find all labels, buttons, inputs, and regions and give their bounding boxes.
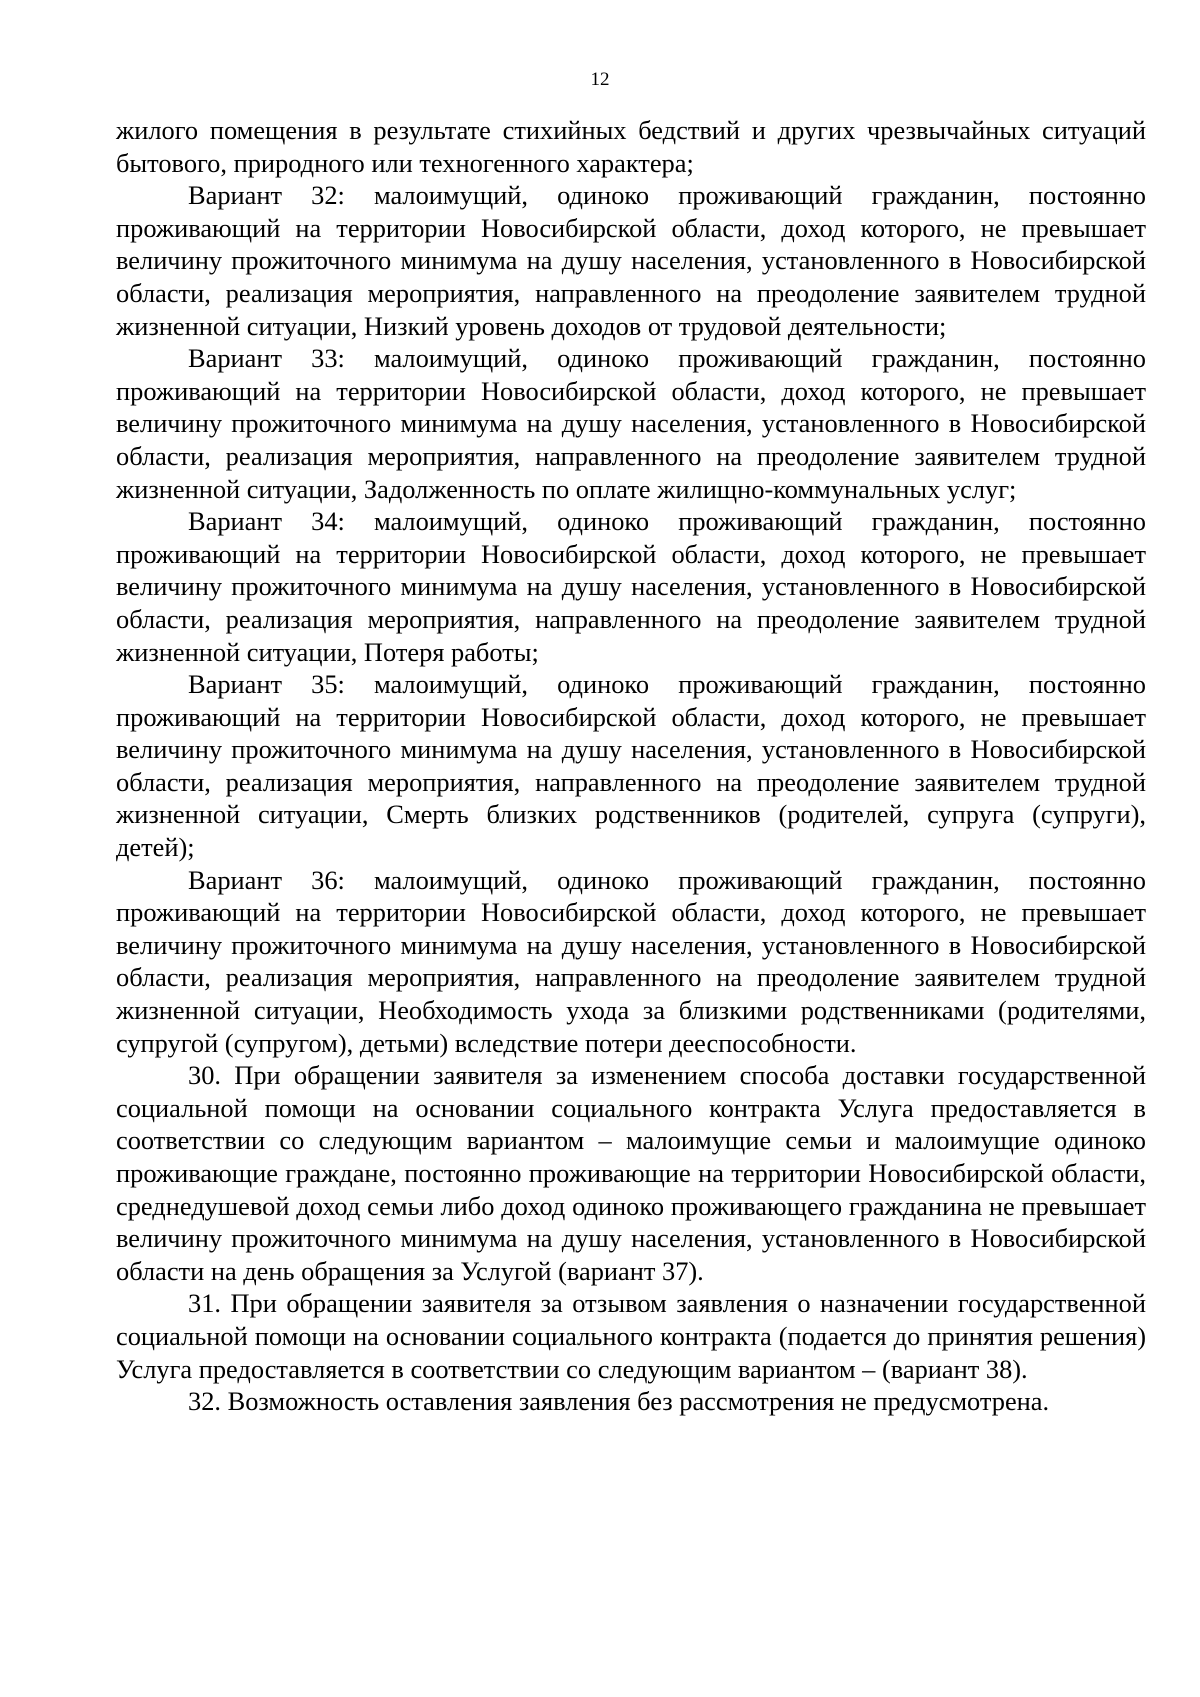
paragraph-variant-35: Вариант 35: малоимущий, одиноко проживающий гражданин, постоянно проживающий на территории Новосибирской области, доход которого, не превышает величину прожиточного минимума на душу населения, установленного в Новосибирской области, реализация мероприятия, направленного на преодоление заявителем трудной жизненной ситуации, Смерть близких родственников (родителей, супруга (супруги), детей); — [116, 669, 1146, 863]
page-number: 12 — [590, 69, 610, 90]
paragraph-variant-32: Вариант 32: малоимущий, одиноко проживающий гражданин, постоянно проживающий на территории Новосибирской области, доход которого, не превышает величину прожиточного минимума на душу населения, установленного в Новосибирской области, реализация мероприятия, направленного на преодоление заявителем трудной жизненной ситуации, Низкий уровень доходов от трудовой деятельности; — [116, 180, 1146, 341]
paragraph-item-32: 32. Возможность оставления заявления без рассмотрения не предусмотрена. — [188, 1386, 1050, 1417]
paragraph-item-30: 30. При обращении заявителя за изменением способа доставки государственной социальной помощи на основании социального контракта Услуга предоставляется в соответствии со следующим вариантом – малоимущие семьи и малоимущие одиноко проживающие граждане, постоянно проживающие на территории Новосибирской области, среднедушевой доход семьи либо доход одиноко проживающего гражданина не превышает величину прожиточного минимума на душу населения, установленного в Новосибирской области на день обращения за Услугой (вариант 37). — [116, 1060, 1146, 1286]
paragraph-variant-36: Вариант 36: малоимущий, одиноко проживающий гражданин, постоянно проживающий на территории Новосибирской области, доход которого, не превышает величину прожиточного минимума на душу населения, установленного в Новосибирской области, реализация мероприятия, направленного на преодоление заявителем трудной жизненной ситуации, Необходимость ухода за близкими родственниками (родителями, супругой (супругом), детьми) вследствие потери дееспособности. — [116, 864, 1146, 1058]
paragraph-continuation: жилого помещения в результате стихийных бедствий и других чрезвычайных ситуаций бытового, природного или техногенного характера; — [116, 115, 1146, 178]
paragraph-item-31: 31. При обращении заявителя за отзывом заявления о назначении государственной социальной помощи на основании социального контракта (подается до принятия решения) Услуга предоставляется в соответствии со следующим вариантом – (вариант 38). — [116, 1288, 1146, 1384]
paragraph-variant-33: Вариант 33: малоимущий, одиноко проживающий гражданин, постоянно проживающий на территории Новосибирской области, доход которого, не превышает величину прожиточного минимума на душу населения, установленного в Новосибирской области, реализация мероприятия, направленного на преодоление заявителем трудной жизненной ситуации, Задолженность по оплате жилищно-коммунальных услуг; — [116, 343, 1146, 504]
document-body — [116, 114, 1146, 1418]
paragraph-variant-34: Вариант 34: малоимущий, одиноко проживающий гражданин, постоянно проживающий на территории Новосибирской области, доход которого, не превышает величину прожиточного минимума на душу населения, установленного в Новосибирской области, реализация мероприятия, направленного на преодоление заявителем трудной жизненной ситуации, Потеря работы; — [116, 506, 1146, 667]
